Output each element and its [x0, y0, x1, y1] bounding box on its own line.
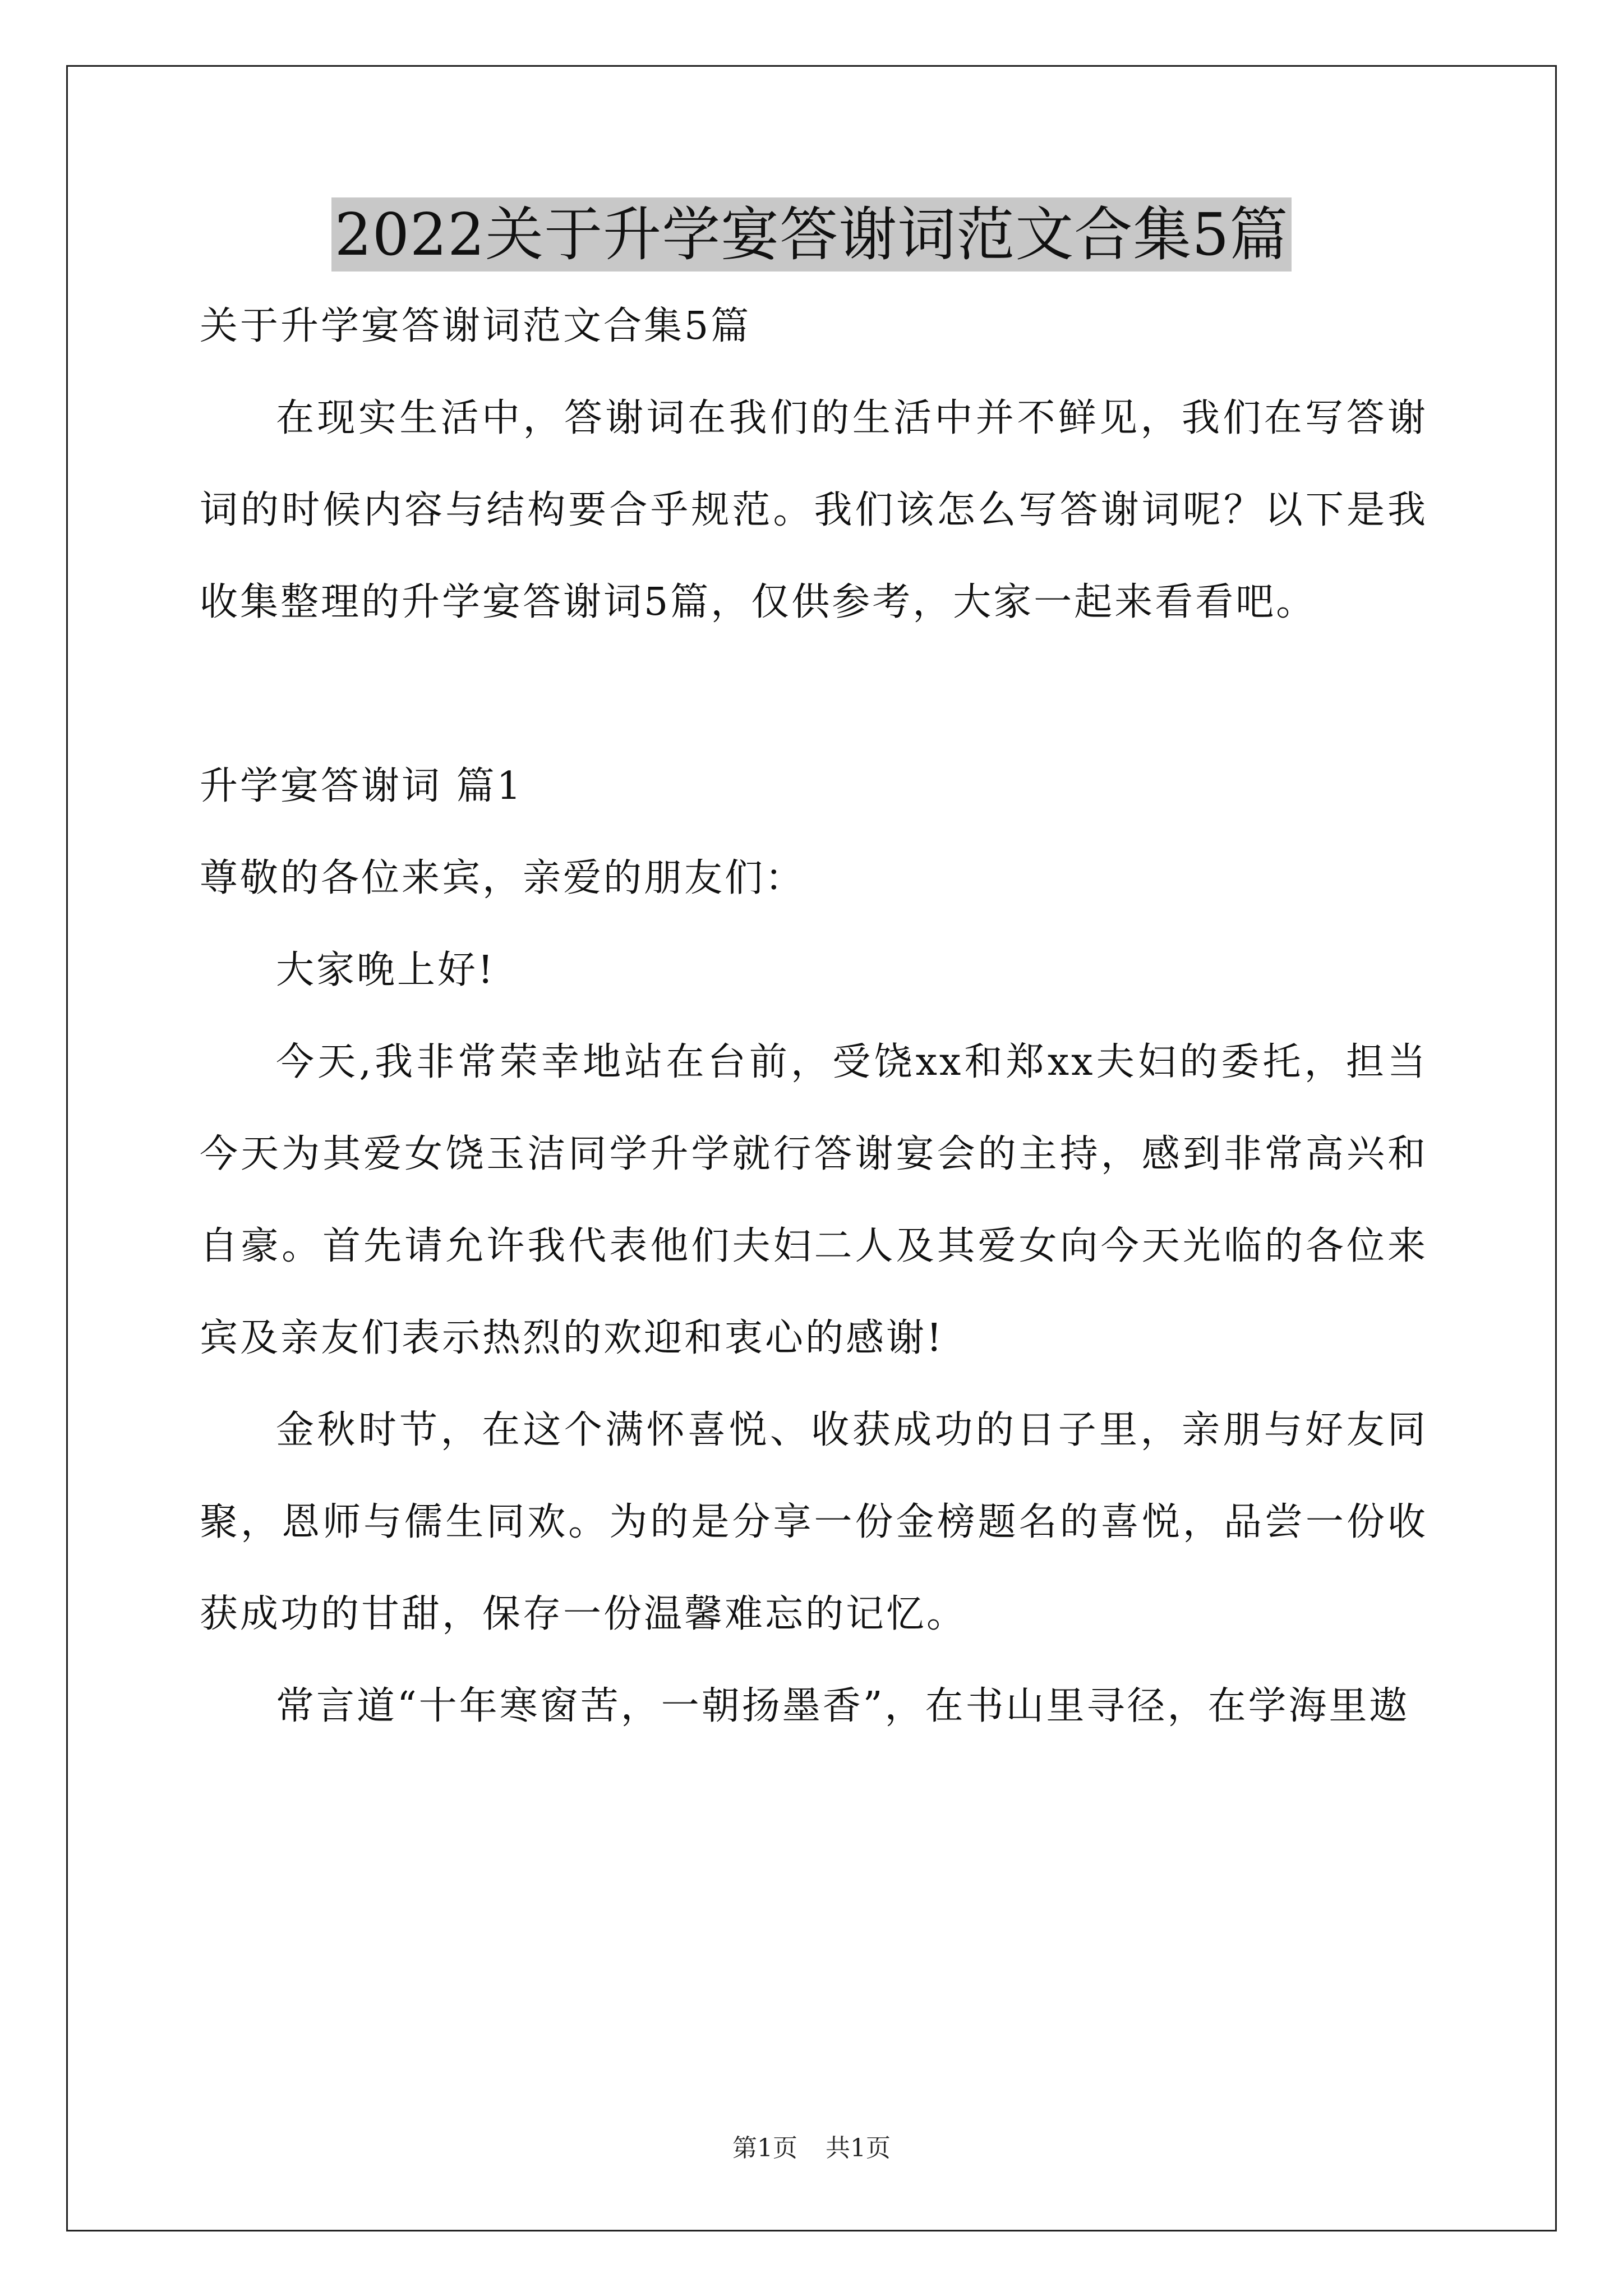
body-paragraph-3: 常言道“十年寒窗苦，一朝扬墨香”，在书山里寻径，在学海里遨	[276, 1684, 1410, 1728]
section-heading: 升学宴答谢词 篇1	[200, 764, 523, 808]
page-total: 共1页	[826, 2134, 891, 2162]
section-spacer	[200, 648, 1428, 740]
document-subtitle: 关于升学宴答谢词范文合集5篇	[200, 304, 751, 348]
greeting: 大家晚上好!	[276, 948, 496, 992]
page-number: 第1页	[732, 2134, 797, 2162]
intro-paragraph: 在现实生活中，答谢词在我们的生活中并不鲜见，我们在写答谢词的时候内容与结构要合乎规范。我们该怎么写答谢词呢？以下是我收集整理的升学宴答谢词5篇，仅供参考，大家一起来看看吧。	[200, 396, 1428, 624]
page-footer	[0, 2132, 1623, 2165]
document-title: 2022关于升学宴答谢词范文合集5篇	[331, 197, 1292, 272]
document-body	[200, 280, 1428, 1752]
body-paragraph-2: 金秋时节，在这个满怀喜悦、收获成功的日子里，亲朋与好友同聚，恩师与儒生同欢。为的是分享一份金榜题名的喜悦，品尝一份收获成功的甘甜，保存一份温馨难忘的记忆。	[200, 1408, 1428, 1636]
title-container	[0, 197, 1623, 272]
salutation: 尊敬的各位来宾，亲爱的朋友们：	[200, 856, 806, 900]
body-paragraph-1: 今天,我非常荣幸地站在台前，受饶xx和郑xx夫妇的委托，担当今天为其爱女饶玉洁同学升学就行答谢宴会的主持，感到非常高兴和自豪。首先请允许我代表他们夫妇二人及其爱女向今天光临的各位来宾及亲友们表示热烈的欢迎和衷心的感谢!	[200, 1040, 1428, 1360]
